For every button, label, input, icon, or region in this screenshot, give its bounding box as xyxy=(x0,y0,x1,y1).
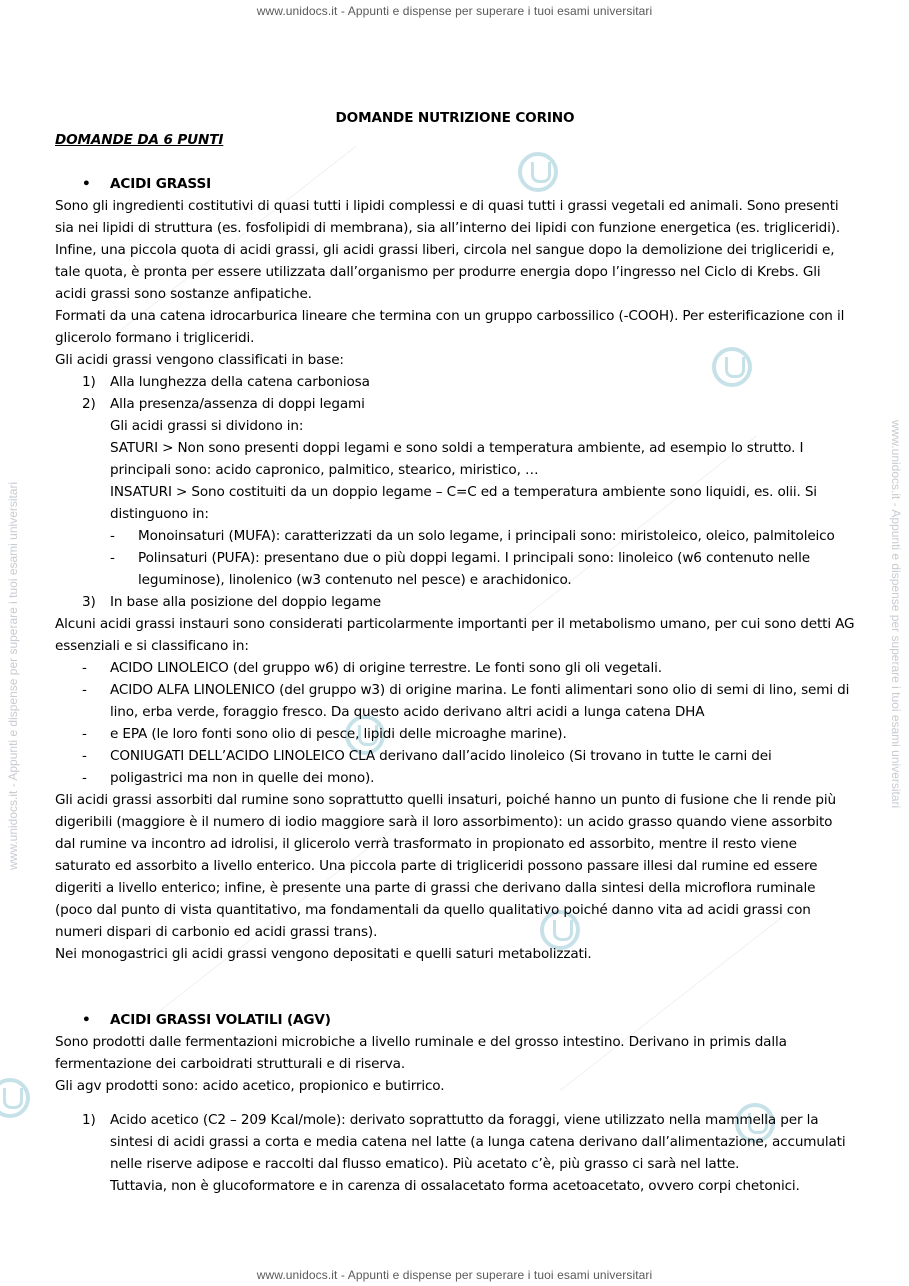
section-heading-acidi-grassi xyxy=(82,173,855,195)
item-text: In base alla posizione del doppio legame xyxy=(110,594,381,610)
heading-text: ACIDI GRASSI xyxy=(110,176,212,192)
bullet-icon: • xyxy=(82,176,91,192)
paragraph: Gli acidi grassi si dividono in: xyxy=(110,418,304,434)
item-text: Acido acetico (C2 – 209 Kcal/mole): derivato soprattutto da foraggi, viene utilizzato nella mammella per la sintesi di acidi grassi a corta e media catena nel latte (a lunga catena derivano dall’alimentazione, accumulati nelle riserve adipose e raccolti dal flusso ematico). Più acetato c’è, più grasso ci sarà nel latte. xyxy=(110,1112,846,1172)
numbered-item: 1) Acido acetico (C2 – 209 Kcal/mole): derivato soprattutto da foraggi, viene utilizzato nella mammella per la sintesi di acidi grassi a corta e media catena nel latte (a lunga catena derivano dall’alimentazione, accumulati nelle riserve adipose e raccolti dal flusso ematico). Più acetato c’è, più grasso ci sarà nel latte. xyxy=(82,1109,855,1175)
paragraph: Sono gli ingredienti costitutivi di quasi tutti i lipidi complessi e di quasi tutti i grassi vegetali ed animali. Sono presenti sia nei lipidi di struttura (es. fosfolipidi di membrana), sia all’interno dei lipidi con funzione energetica (es. trigliceridi). Infine, una piccola quota di acidi grassi, gli acidi grassi liberi, circola nel sangue dopo la demolizione dei trigliceridi e, tale quota, è pronta per essere utilizzata dall’organismo per produrre energia dopo l’ingresso nel Ciclo di Krebs. Gli acidi grassi sono sostanze anfipatiche. xyxy=(55,198,841,302)
dash-item: - ACIDO LINOLEICO (del gruppo w6) di origine terrestre. Le fonti sono gli oli vegetali. xyxy=(82,657,855,679)
watermark-top: www.unidocs.it - Appunti e dispense per superare i tuoi esami universitari xyxy=(256,4,653,18)
paragraph: INSATURI > Sono costituiti da un doppio legame – C=C ed a temperatura ambiente sono liquidi, es. olii. Si distinguono in: xyxy=(110,484,817,522)
item-text: ACIDO ALFA LINOLENICO (del gruppo w3) di origine marina. Le fonti alimentari sono olio di semi di lino, semi di lino, erba verde, foraggio fresco. Da questo acido derivano altri acidi a lunga catena DHA xyxy=(110,682,850,720)
dash-item: - Monoinsaturi (MUFA): caratterizzati da un solo legame, i principali sono: miristoleico, oleico, palmitoleico xyxy=(110,525,855,547)
dash-item: - Polinsaturi (PUFA): presentano due o più doppi legami. I principali sono: linoleico (w6 contenuto nelle leguminose), linolenico (w3 contenuto nel pesce) e arachidonico. xyxy=(110,547,855,591)
item-text: CONIUGATI DELL’ACIDO LINOLEICO CLA derivano dall’acido linoleico (Si trovano in tutte le carni dei xyxy=(110,748,772,764)
bullet-icon: • xyxy=(82,1012,91,1028)
heading-text: ACIDI GRASSI VOLATILI (AGV) xyxy=(110,1012,331,1028)
numbered-item: 1) Alla lunghezza della catena carboniosa xyxy=(82,371,855,393)
item-text: e EPA (le loro fonti sono olio di pesce, lipidi delle microaghe marine). xyxy=(110,726,567,742)
dash-item: - e EPA (le loro fonti sono olio di pesce, lipidi delle microaghe marine). xyxy=(82,723,855,745)
paragraph: Gli acidi grassi assorbiti dal rumine sono soprattutto quelli insaturi, poiché hanno un punto di fusione che li rende più digeribili (maggiore è il numero di iodio maggiore sarà il loro assorbimento): un acido grasso quando viene assorbito dal rumine va incontro ad idrolisi, il glicerolo verrà trasformato in propionato ed assorbito, mentre il resto viene saturato ed assorbito a livello enterico. Una piccola parte di trigliceridi possono passare illesi dal rumine ed essere digeriti a livello enterico; infine, è presente una parte di grassi che derivano dalla sintesi della microflora ruminale (poco dal punto di vista quantitativo, ma fondamentali da quello qualitativo poiché danno vita ad acidi grassi con numeri dispari di carbonio ed acidi grassi trans). xyxy=(55,792,836,940)
paragraph: Alcuni acidi grassi instauri sono considerati particolarmente importanti per il metabolismo umano, per cui sono detti AG essenziali e si classificano in: xyxy=(55,616,855,654)
watermark-logo-icon xyxy=(0,1078,30,1118)
item-text: ACIDO LINOLEICO (del gruppo w6) di origine terrestre. Le fonti sono gli oli vegetali. xyxy=(110,660,662,676)
item-text: Polinsaturi (PUFA): presentano due o più doppi legami. I principali sono: linoleico (w6 contenuto nelle leguminose), linolenico (w3 contenuto nel pesce) e arachidonico. xyxy=(138,550,810,588)
paragraph: Nei monogastrici gli acidi grassi vengono depositati e quelli saturi metabolizzati. xyxy=(55,946,592,962)
dash-item: - CONIUGATI DELL’ACIDO LINOLEICO CLA derivano dall’acido linoleico (Si trovano in tutte le carni dei xyxy=(82,745,855,767)
document-page xyxy=(55,107,855,1197)
numbered-item: 2) Alla presenza/assenza di doppi legami xyxy=(82,393,855,415)
paragraph: Gli acidi grassi vengono classificati in base: xyxy=(55,352,344,368)
document-title: DOMANDE NUTRIZIONE CORINO xyxy=(335,110,575,126)
watermark-left: www.unidocs.it - Appunti e dispense per superare i tuoi esami universitari xyxy=(6,481,20,870)
item-text: poligastrici ma non in quelle dei mono). xyxy=(110,770,375,786)
section-subheading: DOMANDE DA 6 PUNTI xyxy=(55,132,224,148)
numbered-item: 3) In base alla posizione del doppio legame xyxy=(82,591,855,613)
paragraph: SATURI > Non sono presenti doppi legami e sono soldi a temperatura ambiente, ad esempio lo strutto. I principali sono: acido capronico, palmitico, stearico, miristico, … xyxy=(110,440,804,478)
item-text: Alla presenza/assenza di doppi legami xyxy=(110,396,365,412)
paragraph: Formati da una catena idrocarburica lineare che termina con un gruppo carbossilico (-COOH). Per esterificazione con il glicerolo formano i trigliceridi. xyxy=(55,308,845,346)
item-text: Monoinsaturi (MUFA): caratterizzati da un solo legame, i principali sono: miristoleico, oleico, palmitoleico xyxy=(138,528,835,544)
paragraph: Gli agv prodotti sono: acido acetico, propionico e butirrico. xyxy=(55,1078,445,1094)
item-text: Alla lunghezza della catena carboniosa xyxy=(110,374,370,390)
watermark-bottom: www.unidocs.it - Appunti e dispense per superare i tuoi esami universitari xyxy=(256,1268,653,1282)
dash-item: - poligastrici ma non in quelle dei mono). xyxy=(82,767,855,789)
section-heading-agv xyxy=(82,1009,855,1031)
paragraph: Sono prodotti dalle fermentazioni microbiche a livello ruminale e del grosso intestino. Derivano in primis dalla fermentazione dei carboidrati strutturali e di riserva. xyxy=(55,1034,787,1072)
watermark-right: www.unidocs.it - Appunti e dispense per superare i tuoi esami universitari xyxy=(889,420,903,809)
paragraph: Tuttavia, non è glucoformatore e in carenza di ossalacetato forma acetoacetato, ovvero corpi chetonici. xyxy=(110,1178,800,1194)
dash-item: - ACIDO ALFA LINOLENICO (del gruppo w3) di origine marina. Le fonti alimentari sono olio di semi di lino, semi di lino, erba verde, foraggio fresco. Da questo acido derivano altri acidi a lunga catena DHA xyxy=(82,679,855,723)
